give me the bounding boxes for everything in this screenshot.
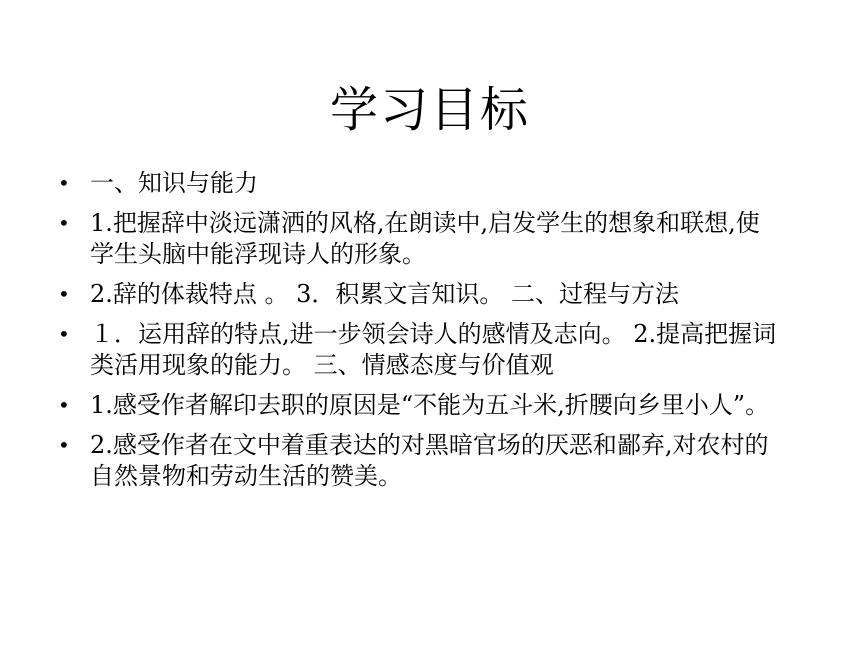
bullet-item-4 xyxy=(58,319,778,381)
bullet-icon: • xyxy=(58,171,70,195)
slide-title: 学习目标 xyxy=(329,82,530,138)
bullet-item-5 xyxy=(58,390,778,421)
bullet-item-2 xyxy=(58,208,778,270)
bullet-icon: • xyxy=(58,393,70,417)
bullet-icon: • xyxy=(58,282,70,306)
bullet-list xyxy=(58,168,778,501)
bullet-icon: • xyxy=(58,433,70,457)
bullet-text: 1.把握辞中淡远潇洒的风格,在朗读中,启发学生的想象和联想,使学生头脑中能浮现诗人的形象。 xyxy=(90,209,760,268)
bullet-item-6 xyxy=(58,430,778,492)
bullet-item-1 xyxy=(58,168,778,199)
bullet-text: １．运用辞的特点,进一步领会诗人的感情及志向。 2.提高把握词类活用现象的能力。 三、情感态度与价值观 xyxy=(90,320,777,379)
bullet-text: 2.辞的体裁特点 。 3．积累文言知识。 二、过程与方法 xyxy=(90,280,680,308)
bullet-icon: • xyxy=(58,211,70,235)
bullet-item-3 xyxy=(58,279,778,310)
bullet-text: 一、知识与能力 xyxy=(90,169,258,197)
bullet-text: 1.感受作者解印去职的原因是“不能为五斗米,折腰向乡里小人”。 xyxy=(90,391,770,419)
bullet-text: 2.感受作者在文中着重表达的对黑暗官场的厌恶和鄙弃,对农村的自然景物和劳动生活的赞美。 xyxy=(90,431,769,490)
bullet-icon: • xyxy=(58,322,70,346)
